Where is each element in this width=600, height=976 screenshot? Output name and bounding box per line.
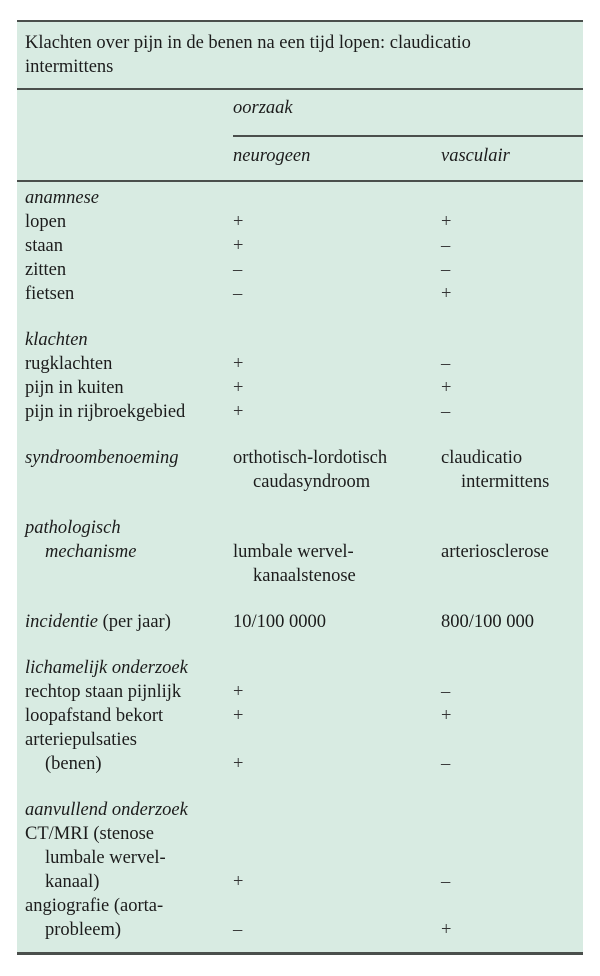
row-label: fietsen	[25, 284, 75, 304]
row-label: zitten	[25, 260, 67, 280]
row-label-line2: lumbale wervel-	[45, 848, 166, 868]
row-label-line3: kanaal)	[45, 872, 100, 892]
cell-vasculair: +	[441, 284, 452, 304]
cell-neurogeen: +	[233, 706, 244, 726]
cell-vasculair: +	[441, 378, 452, 398]
cell-vasculair: –	[441, 354, 451, 374]
section-title-aanvullend-onderzoek: aanvullend onderzoek	[25, 800, 188, 820]
section-title-klachten: klachten	[25, 330, 88, 350]
section-title-lichamelijk-onderzoek: lichamelijk onderzoek	[25, 658, 188, 678]
claudicatio-table	[17, 20, 583, 955]
row-label-line2: probleem)	[45, 920, 122, 940]
cell-vasculair-line1: claudicatio	[441, 448, 523, 468]
section-title-mechanisme-line2: mechanisme	[45, 542, 137, 562]
cell-neurogeen-line2: kanaalstenose	[253, 566, 356, 586]
cell-vasculair: –	[441, 236, 451, 256]
section-title-mechanisme-line1: pathologisch	[25, 518, 121, 538]
row-label: rugklachten	[25, 354, 113, 374]
cell-neurogeen: +	[233, 378, 244, 398]
cell-neurogeen-line1: lumbale wervel-	[233, 542, 354, 562]
cell-neurogeen: –	[233, 260, 243, 280]
header-group-oorzaak: oorzaak	[233, 98, 293, 118]
cell-neurogeen: –	[233, 284, 243, 304]
cell-vasculair: arteriosclerose	[441, 542, 549, 562]
row-label-line1: angiografie (aorta-	[25, 896, 164, 916]
cell-neurogeen-line1: orthotisch-lordotisch	[233, 448, 388, 468]
section-title-syndroombenoeming: syndroombenoeming	[25, 448, 179, 468]
row-label-line1: CT/MRI (stenose	[25, 824, 154, 844]
cell-vasculair: –	[441, 260, 451, 280]
cell-neurogeen-line2: caudasyndroom	[253, 472, 371, 492]
cell-neurogeen: –	[233, 920, 243, 940]
section-title-incidentie	[25, 610, 171, 634]
rule-below-header	[17, 180, 583, 182]
row-label: loopafstand bekort	[25, 706, 164, 726]
cell-vasculair: +	[441, 920, 452, 940]
rule-below-caption	[17, 88, 583, 90]
row-label: lopen	[25, 212, 67, 232]
rule-below-group	[233, 135, 583, 137]
table-caption	[25, 31, 575, 79]
cell-vasculair: –	[441, 402, 451, 422]
cell-vasculair: +	[441, 706, 452, 726]
row-label: staan	[25, 236, 64, 256]
cell-vasculair: –	[441, 682, 451, 702]
cell-neurogeen: +	[233, 236, 244, 256]
caption-line-1: Klachten over pijn in de benen na een tijd lopen: claudicatio	[25, 33, 471, 53]
cell-neurogeen: 10/100 0000	[233, 612, 327, 632]
cell-neurogeen: +	[233, 872, 244, 892]
cell-vasculair-line2: intermittens	[461, 472, 550, 492]
row-label-line1: arteriepulsaties	[25, 730, 137, 750]
incidentie-label: incidentie	[25, 612, 98, 632]
caption-line-2: intermittens	[25, 57, 114, 77]
row-label-line2: (benen)	[45, 754, 102, 774]
cell-vasculair: +	[441, 212, 452, 232]
cell-neurogeen: +	[233, 754, 244, 774]
header-col-vasculair: vasculair	[441, 146, 510, 166]
row-label: pijn in kuiten	[25, 378, 124, 398]
cell-vasculair: –	[441, 872, 451, 892]
cell-vasculair: –	[441, 754, 451, 774]
cell-neurogeen: +	[233, 212, 244, 232]
row-label: pijn in rijbroekgebied	[25, 402, 186, 422]
header-col-neurogeen: neurogeen	[233, 146, 311, 166]
cell-neurogeen: +	[233, 402, 244, 422]
cell-vasculair: 800/100 000	[441, 612, 535, 632]
incidentie-suffix: (per jaar)	[97, 612, 171, 632]
row-label: rechtop staan pijnlijk	[25, 682, 182, 702]
cell-neurogeen: +	[233, 682, 244, 702]
cell-neurogeen: +	[233, 354, 244, 374]
section-title-anamnese: anamnese	[25, 188, 99, 208]
